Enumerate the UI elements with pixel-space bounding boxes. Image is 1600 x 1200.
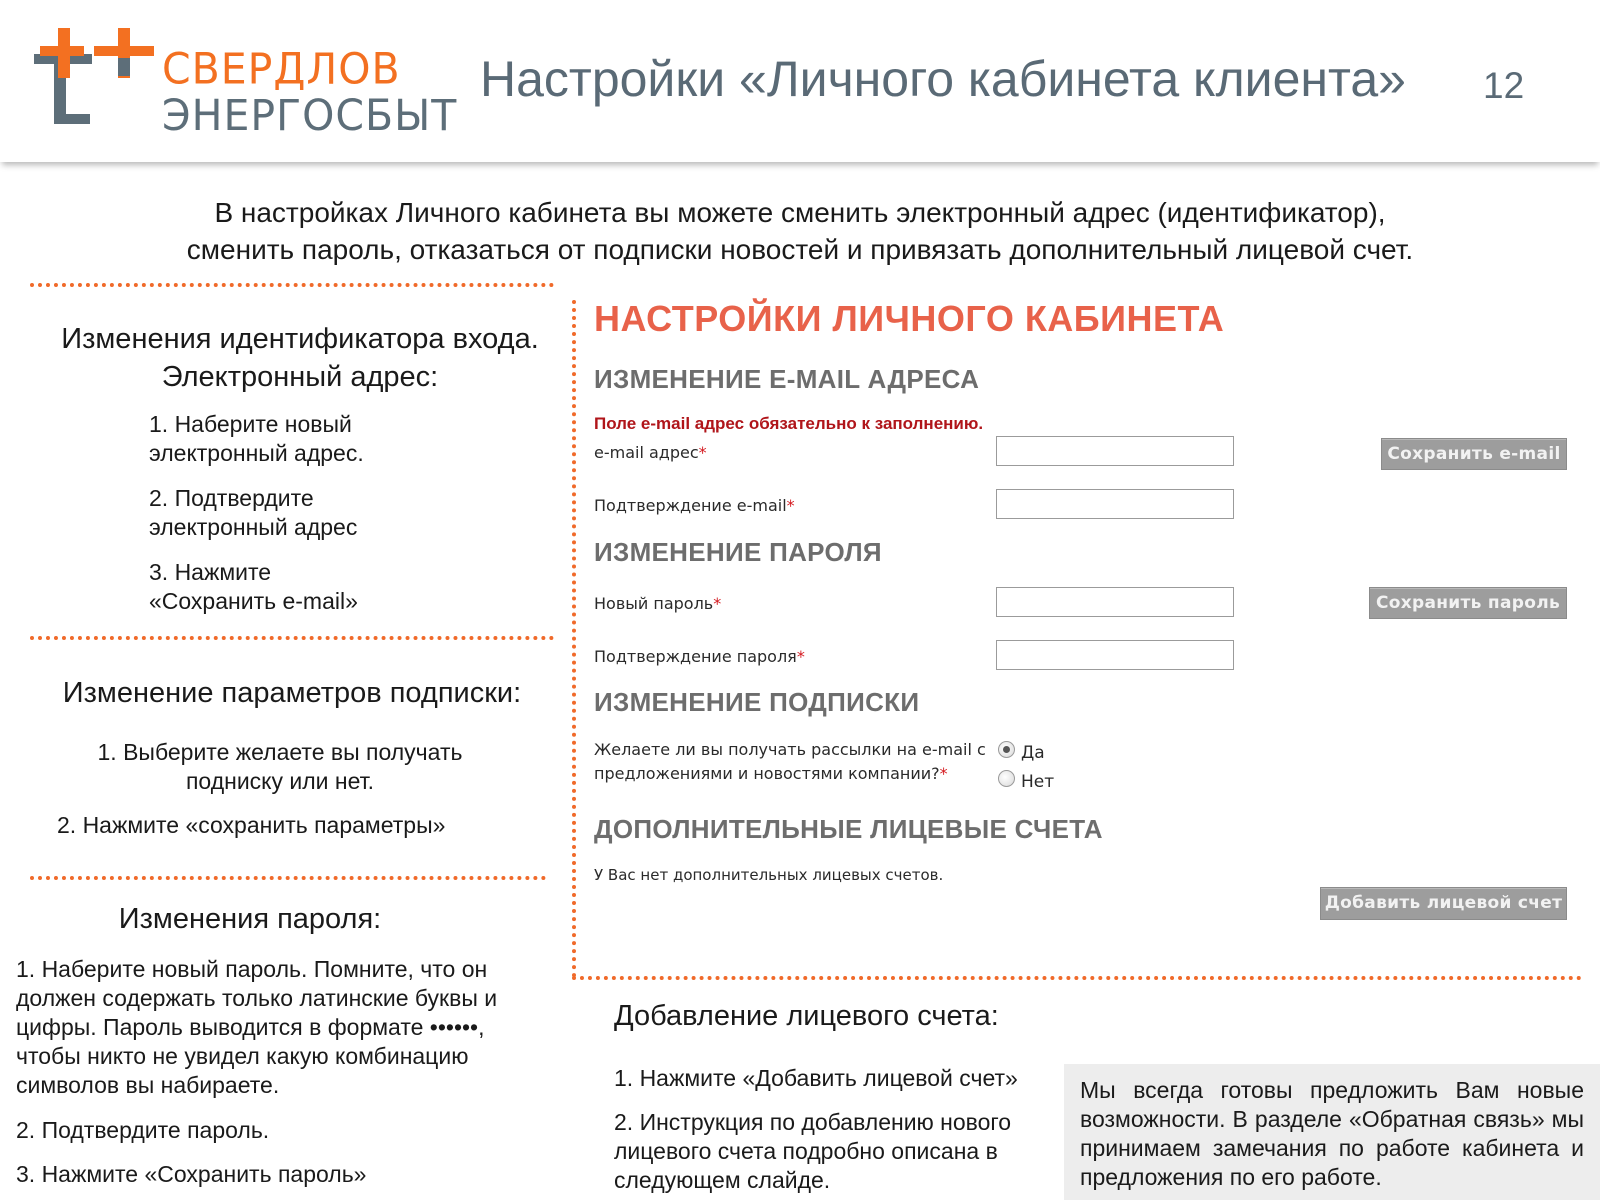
- add-account-heading: Добавление лицевого счета:: [614, 1000, 999, 1032]
- confirm-password-label: [594, 647, 805, 666]
- subscription-question-line-1: Желаете ли вы получать рассылки на e-mail с: [594, 740, 986, 759]
- required-mark: *: [786, 496, 795, 515]
- separator-panel-bottom: [572, 976, 1582, 980]
- subscription-step-1-line-2: подниску или нет.: [185, 768, 375, 794]
- email-step-1-line-1: 1. Наберите новый: [149, 411, 352, 437]
- subscription-question-text: предложениями и новостями компании?: [594, 764, 940, 783]
- new-password-input[interactable]: [996, 587, 1234, 617]
- new-password-label-text: Новый пароль: [594, 594, 714, 613]
- add-account-step-2-line-3: следующем слайде.: [614, 1167, 831, 1193]
- email-section-title: ИЗМЕНЕНИЕ E-MAIL АДРЕСА: [594, 364, 980, 394]
- intro-text: [40, 194, 1560, 268]
- settings-panel-title: НАСТРОЙКИ ЛИЧНОГО КАБИНЕТА: [594, 298, 1225, 339]
- required-mark: *: [698, 443, 707, 462]
- separator-top-left: [30, 283, 554, 287]
- subscription-yes-label: Да: [1021, 743, 1045, 763]
- password-step-1: [16, 955, 556, 1100]
- add-account-step-2-line-2: лицевого счета подробно описана в: [614, 1138, 998, 1164]
- email-field-label: [594, 443, 707, 462]
- subscription-step-1: [60, 738, 500, 796]
- email-confirm-label: [594, 496, 795, 515]
- email-step-3-line-2: «Сохранить e-mail»: [149, 588, 358, 614]
- email-step-2-line-1: 2. Подтвердите: [149, 485, 314, 511]
- required-mark: *: [796, 647, 805, 666]
- subscription-step-1-line-1: 1. Выберите желаете вы получать: [97, 739, 463, 765]
- required-mark: *: [713, 594, 722, 613]
- intro-line-1: В настройках Личного кабинета вы можете сменить электронный адрес (идентификатор),: [214, 197, 1386, 228]
- slide-title: Настройки «Личного кабинета клиента»: [480, 51, 1406, 107]
- email-step-3-line-1: 3. Нажмите: [149, 559, 272, 585]
- subscription-question: [594, 738, 986, 786]
- page-number: 12: [1483, 65, 1525, 106]
- email-heading-line-2: Электронный адрес:: [161, 361, 439, 393]
- required-mark: *: [939, 764, 948, 783]
- separator-mid-left: [30, 636, 554, 640]
- separator-low-left: [30, 876, 546, 880]
- separator-panel-left: [572, 300, 576, 978]
- subscription-no-label: Нет: [1021, 772, 1055, 792]
- password-step-1-line-3: цифры. Пароль выводится в формате ••••••,: [16, 1014, 485, 1040]
- add-account-step-2-line-1: 2. Инструкция по добавлению нового: [614, 1109, 1012, 1135]
- slide-header: [0, 0, 1600, 162]
- subscription-step-2: 2. Нажмите «сохранить параметры»: [57, 812, 446, 838]
- logo-line-1: СВЕРДЛОВ: [162, 43, 401, 95]
- email-step-2-line-2: электронный адрес: [149, 514, 358, 540]
- accounts-section-title: ДОПОЛНИТЕЛЬНЫЕ ЛИЦЕВЫЕ СЧЕТА: [594, 814, 1103, 844]
- save-email-button[interactable]: Сохранить e-mail: [1381, 438, 1567, 470]
- password-step-1-line-5: символов вы набираете.: [16, 1072, 280, 1098]
- email-step-1: [149, 410, 364, 468]
- password-step-2: 2. Подтвердите пароль.: [16, 1117, 270, 1143]
- email-step-1-line-2: электронный адрес.: [149, 440, 364, 466]
- no-accounts-note: У Вас нет дополнительных лицевых счетов.: [594, 866, 944, 884]
- logo-crosses-icon: [34, 28, 160, 132]
- confirm-password-input[interactable]: [996, 640, 1234, 670]
- password-step-3: 3. Нажмите «Сохранить пароль»: [16, 1161, 367, 1187]
- subscription-yes-radio[interactable]: [998, 741, 1015, 758]
- company-logo: [34, 28, 458, 141]
- email-label-text: e-mail адрес: [594, 443, 699, 462]
- add-account-step-2: [614, 1108, 1011, 1195]
- email-input[interactable]: [996, 436, 1234, 466]
- subscription-section-title: ИЗМЕНЕНИЕ ПОДПИСКИ: [594, 687, 920, 717]
- logo-wordmark: [162, 43, 458, 141]
- email-heading-line-1: Изменения идентификатора входа.: [61, 323, 539, 355]
- feedback-note-text: Мы всегда готовы предложить Вам новые возможности. В разделе «Обратная связь» мы принимаем замечания по работе кабинета и предложения по его работе.: [1080, 1077, 1584, 1190]
- email-instructions-heading: [20, 320, 580, 396]
- subscription-question-line-2: [594, 762, 986, 786]
- password-step-1-line-2: должен содержать только латинские буквы и: [16, 985, 498, 1011]
- email-step-2: [149, 484, 357, 542]
- password-step-1-line-4: чтобы никто не увидел какую комбинацию: [16, 1043, 469, 1069]
- subscription-no-radio[interactable]: [998, 770, 1015, 787]
- password-section-title: ИЗМЕНЕНИЕ ПАРОЛЯ: [594, 537, 882, 567]
- new-password-label: [594, 594, 721, 613]
- subscription-instructions-heading: Изменение параметров подписки:: [62, 677, 522, 709]
- logo-line-2: ЭНЕРГОСБЫТ: [162, 89, 458, 141]
- save-password-button[interactable]: Сохранить пароль: [1369, 587, 1567, 619]
- confirm-password-label-text: Подтверждение пароля: [594, 647, 797, 666]
- email-error-message: Поле e-mail адрес обязательно к заполнению.: [594, 414, 984, 433]
- add-account-step-1: 1. Нажмите «Добавить лицевой счет»: [614, 1065, 1018, 1091]
- email-confirm-input[interactable]: [996, 489, 1234, 519]
- email-confirm-label-text: Подтверждение e-mail: [594, 496, 787, 515]
- intro-line-2: сменить пароль, отказаться от подписки новостей и привязать дополнительный лицевой счет.: [186, 234, 1414, 265]
- email-step-3: [149, 558, 358, 616]
- password-instructions-heading: Изменения пароля:: [118, 903, 382, 935]
- password-step-1-line-1: 1. Наберите новый пароль. Помните, что он: [16, 956, 488, 982]
- add-account-button[interactable]: Добавить лицевой счет: [1320, 887, 1567, 920]
